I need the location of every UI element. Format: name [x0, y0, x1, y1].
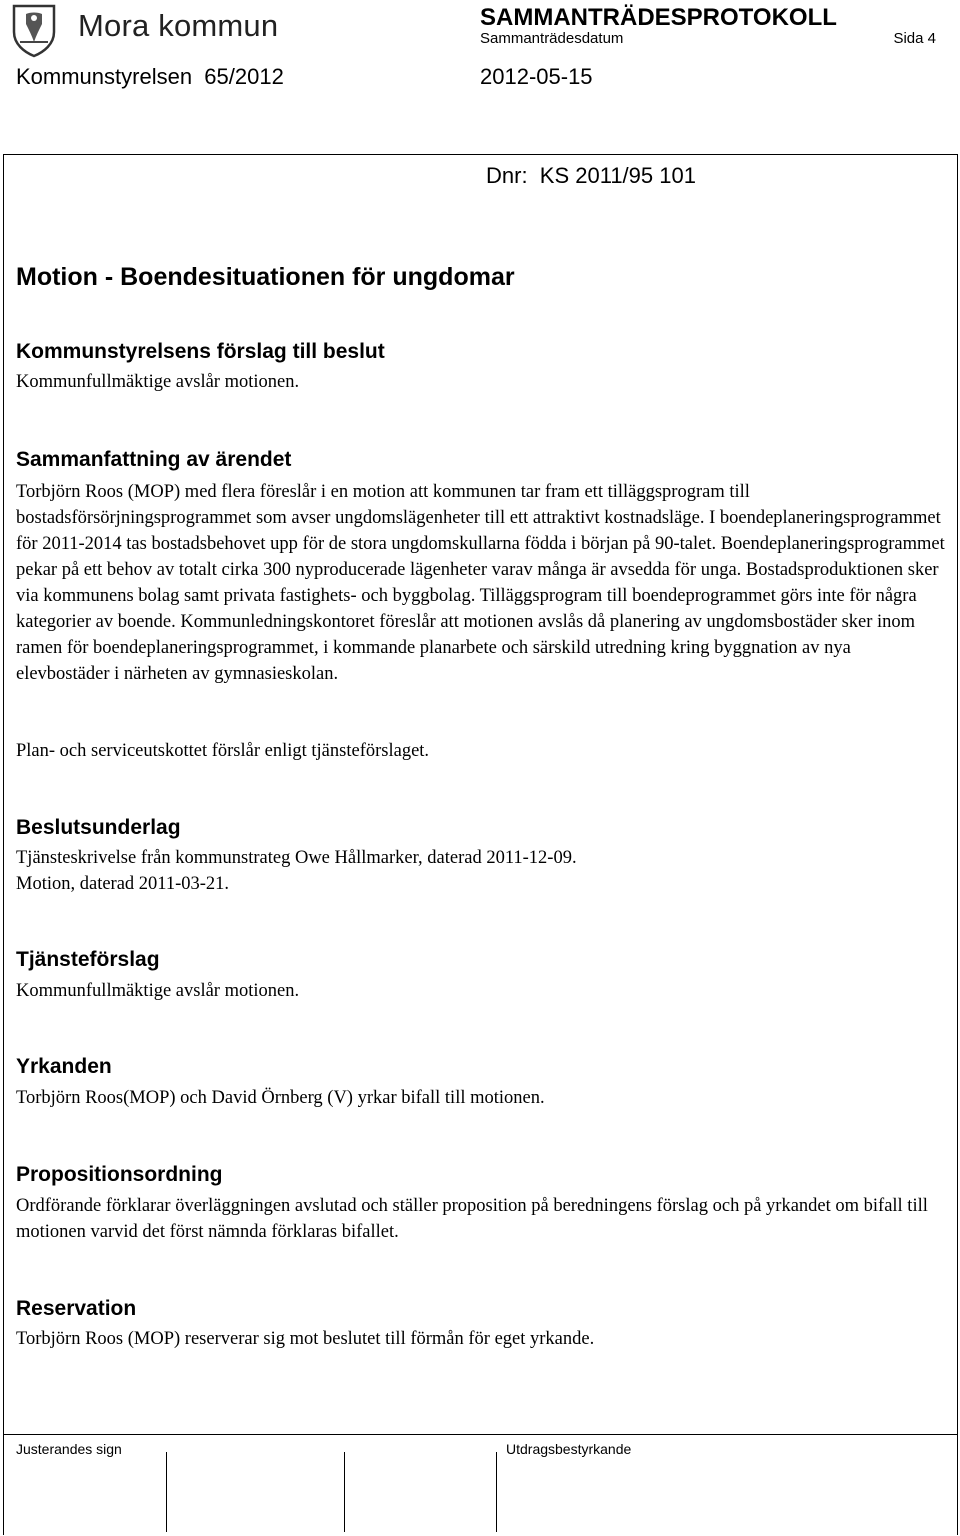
yrkanden-text: Torbjörn Roos(MOP) och David Örnberg (V) yrkar bifall till motionen. [16, 1088, 545, 1108]
plan-text: Plan- och serviceutskottet förslår enligt tjänsteförslaget. [16, 741, 430, 761]
signature-box [3, 1434, 958, 1535]
brand-name: Mora kommun [78, 8, 279, 43]
reservation-heading: Reservation [16, 1297, 137, 1320]
document-type: SAMMANTRÄDESPROTOKOLL [480, 4, 837, 31]
forslag-text: Kommunfullmäktige avslår motionen. [16, 372, 300, 392]
proposition-text: Ordförande förklarar överläggningen avslutad och ställer proposition på beredningens förslag och på yrkandet om bifall till motionen varvid det först nämnda förklaras bifallet. [16, 1196, 928, 1242]
meeting-date-label: Sammanträdesdatum [480, 30, 624, 47]
reservation-text: Torbjörn Roos (MOP) reserverar sig mot beslutet till förmån för eget yrkande. [16, 1329, 595, 1349]
beslutsunderlag-line-1: Tjänsteskrivelse från kommunstrateg Owe Hållmarker, daterad 2011-12-09. [16, 848, 577, 868]
signature-divider [166, 1452, 167, 1532]
sammanfattning-heading: Sammanfattning av ärendet [16, 448, 292, 471]
page-title: Motion - Boendesituationen för ungdomar [16, 263, 515, 291]
yrkanden-heading: Yrkanden [16, 1055, 112, 1078]
meeting-date: 2012-05-15 [480, 64, 593, 89]
committee-reference: Kommunstyrelsen 65/2012 [16, 64, 284, 89]
tjansteforslag-text: Kommunfullmäktige avslår motionen. [16, 981, 300, 1001]
proposition-heading: Propositionsordning [16, 1163, 223, 1186]
signature-divider [496, 1452, 497, 1532]
beslutsunderlag-line-2: Motion, daterad 2011-03-21. [16, 874, 230, 894]
sammanfattning-text: Torbjörn Roos (MOP) med flera föreslår i en motion att kommunen tar fram ett tilläggsprogram till bostadsförsörjningsprogrammet som avser ungdomslägenheter till ett attraktivt kostnadsläge. I boendeplaneringsprogrammet för 2011-2014 tas bostadsbehovet upp för de stora ungdomskullarna födda i början på 90-talet. Boendeplaneringsprogrammet pekar på ett behov av totalt cirka 300 nyproducerade lägenheter varav många är avsedda för unga. Bostadsproduktionen sker via kommunens bolag samt privata fastighets- och byggbolag. Tilläggsprogram till boendeprogrammet görs inte för några kategorier av boende. Kommunledningskontoret föreslår att motionen avslås då planering av ungdomsbostäder sker inom ramen för boendeplaneringsprogrammet, i kommande planarbete och särskild utredning kring byggnation av nya elevbostäder i närheten av gymnasieskolan. [16, 482, 945, 684]
justerandes-sign-label: Justerandes sign [16, 1441, 122, 1457]
tjansteforslag-heading: Tjänsteförslag [16, 948, 160, 971]
utdragsbestyrkande-label: Utdragsbestyrkande [506, 1441, 632, 1457]
page-number: Sida 4 [893, 30, 936, 47]
coat-of-arms-icon [6, 2, 62, 58]
forslag-heading: Kommunstyrelsens förslag till beslut [16, 340, 385, 363]
beslutsunderlag-heading: Beslutsunderlag [16, 816, 181, 839]
signature-divider [344, 1452, 345, 1532]
case-number: Dnr: KS 2011/95 101 [486, 163, 696, 188]
